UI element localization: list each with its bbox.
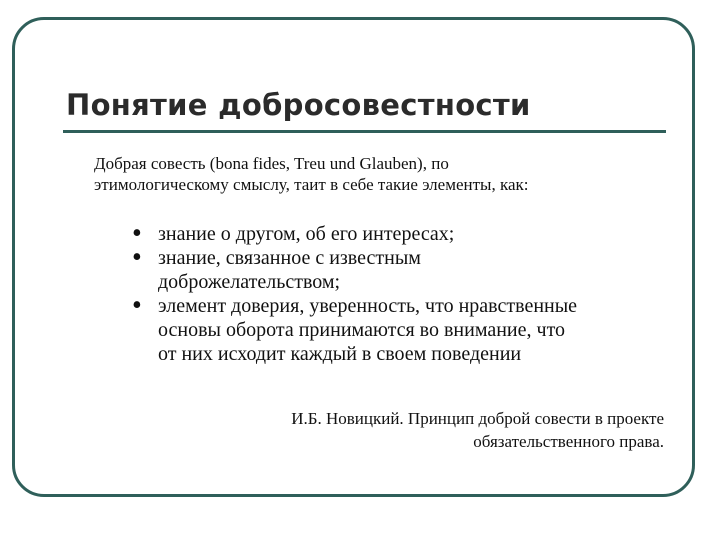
intro-line: этимологическому смыслу, таит в себе такие элементы, как: (94, 175, 529, 194)
title-divider (63, 130, 666, 133)
bullet-dot-icon: • (132, 290, 142, 321)
slide-title: Понятие добросовестности (66, 88, 531, 122)
citation (194, 407, 664, 453)
bullet-line: элемент доверия, уверенность, что нравственные (158, 295, 578, 317)
intro-paragraph (94, 153, 654, 195)
bullet-dot-icon: • (132, 218, 142, 249)
bullet-dot-icon: • (132, 242, 142, 273)
citation-line: И.Б. Новицкий. Принцип доброй совести в проекте (291, 409, 664, 428)
bullet-item (132, 290, 672, 366)
bullet-line: доброжелательством; (158, 271, 341, 293)
bullet-line: знание, связанное с известным (158, 247, 421, 269)
intro-line: Добрая совесть (bona fides, Treu und Glauben), по (94, 154, 449, 173)
citation-line: обязательственного права. (473, 432, 664, 451)
bullet-line: знание о другом, об его интересах; (158, 223, 455, 245)
bullet-line: от них исходит каждый в своем поведении (158, 343, 522, 365)
bullet-list (132, 218, 672, 366)
bullet-item (132, 242, 672, 294)
bullet-line: основы оборота принимаются во внимание, что (158, 319, 566, 341)
bullet-item (132, 218, 672, 249)
